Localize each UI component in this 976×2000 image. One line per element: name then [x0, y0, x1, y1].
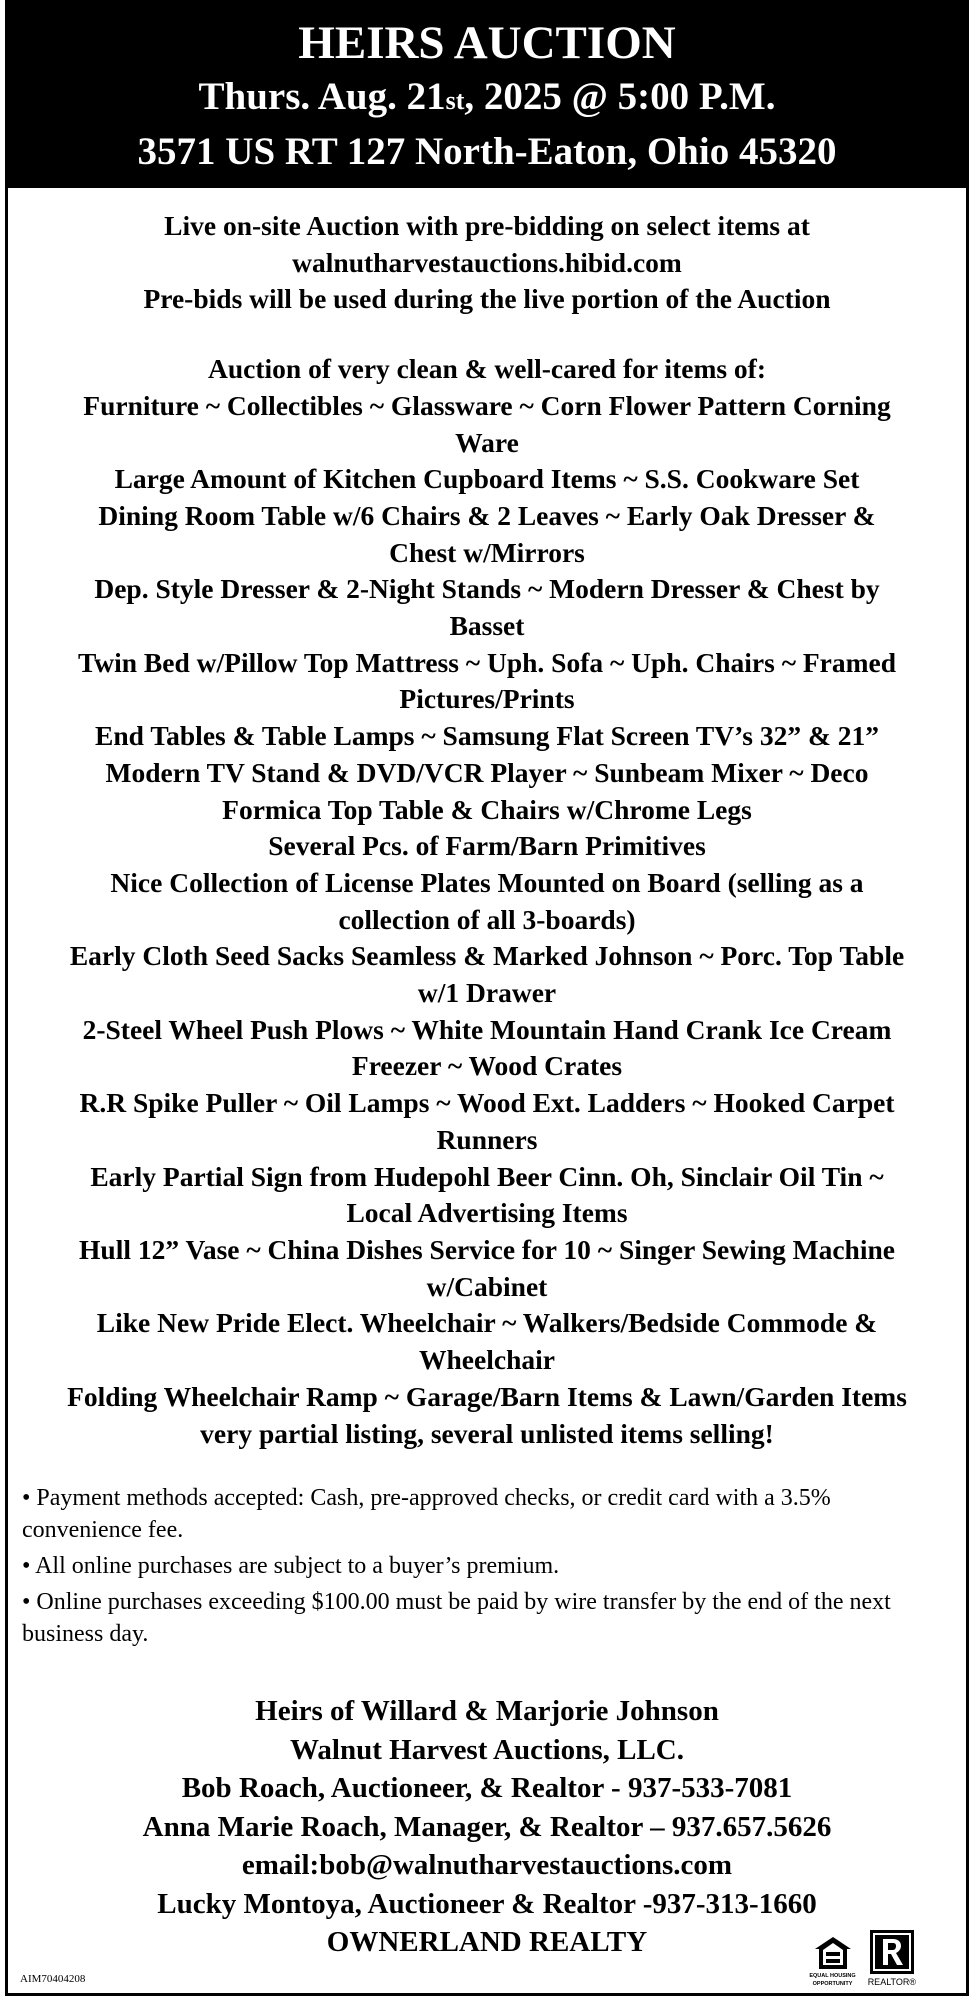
payment-note: • All online purchases are subject to a buyer’s premium.: [22, 1553, 560, 1580]
ad-id: AIM70404208: [20, 1973, 86, 1985]
item-line: Early Cloth Seed Sacks Seamless & Marked Johnson ~ Porc. Top Table: [69, 940, 905, 972]
item-line: Nice Collection of License Plates Mounted on Board (selling as a: [110, 866, 864, 898]
footer-logos: [809, 1929, 916, 1987]
item-line: Basset: [449, 610, 525, 642]
date-ordinal: st: [445, 86, 465, 115]
item-line: collection of all 3-boards): [338, 903, 636, 935]
item-line: Furniture ~ Collectibles ~ Glassware ~ Corn Flower Pattern Corning: [83, 389, 891, 421]
item-line: Dep. Style Dresser & 2-Night Stands ~ Modern Dresser & Chest by: [94, 573, 880, 605]
items-heading: Auction of very clean & well-cared for items of:: [208, 353, 766, 385]
header-banner: [8, 3, 966, 188]
date-prefix: Thurs. Aug. 21: [198, 75, 446, 118]
item-line: Modern TV Stand & DVD/VCR Player ~ Sunbeam Mixer ~ Deco: [105, 756, 869, 788]
item-line: Chest w/Mirrors: [389, 536, 585, 568]
auction-ad: [5, 0, 969, 1996]
item-line: w/Cabinet: [426, 1270, 548, 1302]
contact-email: email:bob@walnutharvestauctions.com: [241, 1849, 733, 1882]
item-line: Like New Pride Elect. Wheelchair ~ Walkers/Bedside Commode &: [96, 1307, 878, 1339]
items-list: [8, 351, 966, 1452]
item-line: w/1 Drawer: [417, 977, 557, 1009]
item-line: Early Partial Sign from Hudepohl Beer Cinn. Oh, Sinclair Oil Tin ~: [90, 1160, 884, 1192]
item-line: Wheelchair: [419, 1344, 555, 1376]
eho-caption-2: OPPORTUNITY: [812, 1981, 853, 1987]
payment-notes: [8, 1482, 966, 1650]
item-line: Runners: [436, 1123, 538, 1155]
item-line: Formica Top Table & Chairs w/Chrome Legs: [222, 793, 752, 825]
contact-line: Lucky Montoya, Auctioneer & Realtor -937-313-1660: [157, 1887, 817, 1920]
intro-line: Live on-site Auction with pre-bidding on select items at: [164, 210, 810, 241]
item-line: Ware: [455, 426, 519, 458]
contact-line: Anna Marie Roach, Manager, & Realtor – 937.657.5626: [142, 1810, 832, 1843]
item-line: very partial listing, several unlisted items selling!: [200, 1417, 774, 1449]
auction-date: [8, 71, 966, 126]
auction-website: walnutharvestauctions.hibid.com: [292, 246, 682, 278]
item-line: Twin Bed w/Pillow Top Mattress ~ Uph. Sofa ~ Uph. Chairs ~ Framed: [77, 646, 897, 678]
equal-housing-logo: [809, 1935, 855, 1987]
item-line: End Tables & Table Lamps ~ Samsung Flat Screen TV’s 32” & 21”: [95, 720, 879, 752]
auction-address: 3571 US RT 127 North-Eaton, Ohio 45320: [137, 130, 837, 173]
item-line: Large Amount of Kitchen Cupboard Items ~ S.S. Cookware Set: [114, 463, 860, 495]
payment-note: • Online purchases exceeding $100.00 must be paid by wire transfer by the end of the next business day.: [22, 1589, 891, 1648]
contact-line: Bob Roach, Auctioneer, & Realtor - 937-533-7081: [181, 1772, 793, 1805]
realtor-r-icon: [869, 1929, 915, 1975]
contact-block: [8, 1692, 966, 1962]
item-line: 2-Steel Wheel Push Plows ~ White Mountain Hand Crank Ice Cream: [82, 1013, 892, 1045]
payment-note: • Payment methods accepted: Cash, pre-approved checks, or credit card with a 3.5% convenience fee.: [22, 1485, 831, 1544]
item-line: Pictures/Prints: [399, 683, 575, 715]
item-line: Local Advertising Items: [346, 1197, 628, 1229]
eho-caption-1: EQUAL HOUSING: [809, 1973, 856, 1979]
realtor-logo: [868, 1929, 916, 1987]
item-line: R.R Spike Puller ~ Oil Lamps ~ Wood Ext. Ladders ~ Hooked Carpet: [79, 1087, 895, 1119]
item-line: Several Pcs. of Farm/Barn Primitives: [268, 830, 706, 862]
ad-title: HEIRS AUCTION: [298, 17, 676, 69]
equal-housing-icon: [813, 1935, 853, 1971]
intro-line: Pre-bids will be used during the live portion of the Auction: [143, 283, 831, 315]
item-line: Hull 12” Vase ~ China Dishes Service for 10 ~ Singer Sewing Machine: [79, 1233, 895, 1265]
contact-line: Walnut Harvest Auctions, LLC.: [290, 1733, 684, 1766]
date-suffix: , 2025 @ 5:00 P.M.: [464, 75, 776, 118]
realtor-caption: REALTOR®: [867, 1977, 916, 1987]
realty-name: OWNERLAND REALTY: [326, 1926, 648, 1959]
item-line: Dining Room Table w/6 Chairs & 2 Leaves ~ Early Oak Dresser &: [98, 499, 876, 531]
contact-line: Heirs of Willard & Marjorie Johnson: [255, 1695, 719, 1728]
intro-block: [8, 208, 966, 318]
item-line: Folding Wheelchair Ramp ~ Garage/Barn Items & Lawn/Garden Items: [67, 1380, 907, 1412]
item-line: Freezer ~ Wood Crates: [351, 1050, 623, 1082]
